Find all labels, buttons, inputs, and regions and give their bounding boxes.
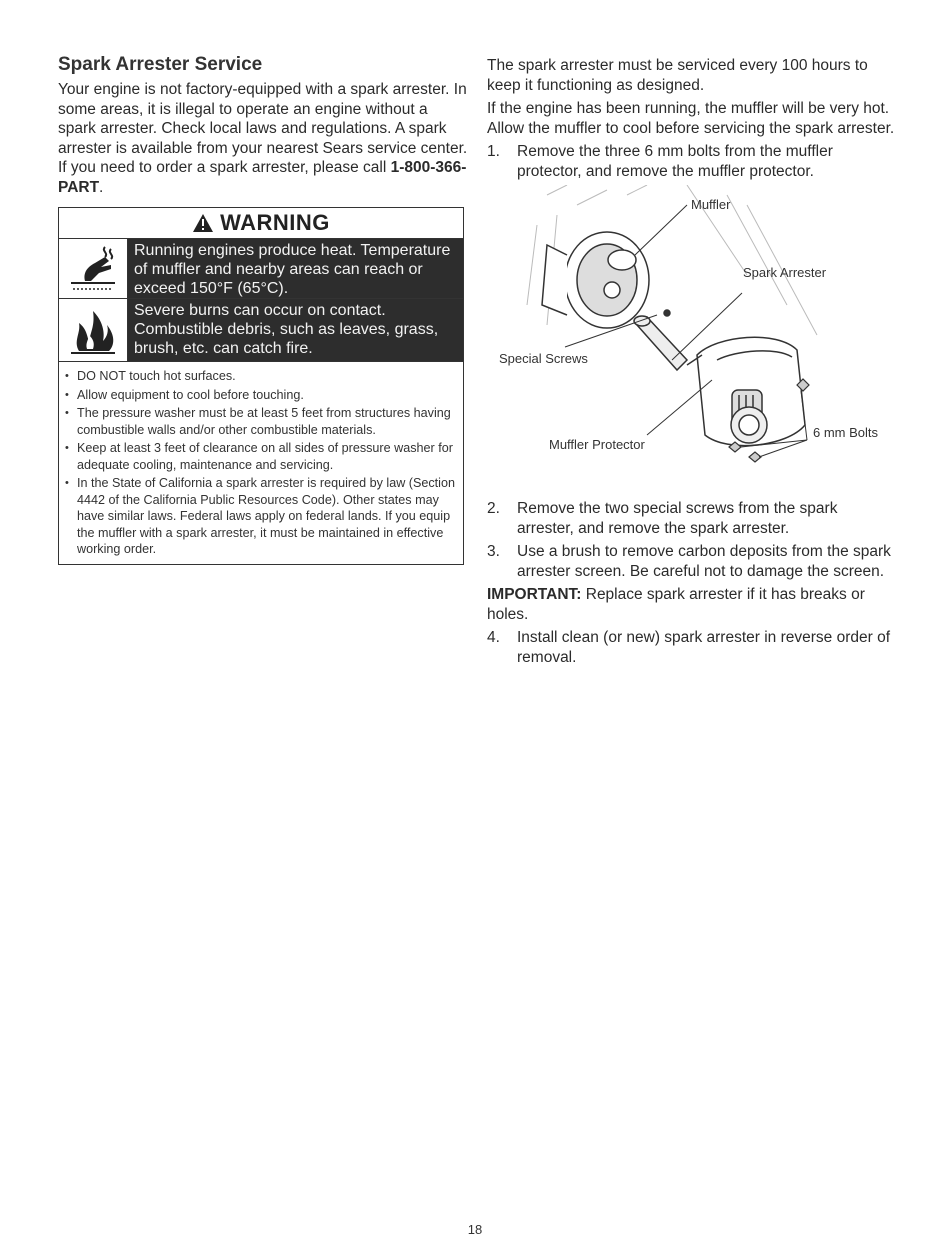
section-heading: Spark Arrester Service — [58, 54, 263, 75]
phone-number: 1-800-366-PART — [58, 159, 467, 196]
step-1 — [487, 142, 897, 181]
label-6mm-bolts: 6 mm Bolts — [813, 425, 879, 440]
important-text: Replace spark arrester if it has breaks or holes. — [487, 586, 865, 623]
warning-title: WARNING — [220, 210, 330, 235]
label-special-screws: Special Screws — [499, 351, 588, 366]
step-text: Install clean (or new) spark arrester in reverse order of removal. — [517, 629, 891, 666]
intro-end: . — [99, 178, 104, 196]
warning-bullet: • The pressure washer must be at least 5 feet from structures having combustible walls and/or other combustible materials. — [65, 405, 457, 438]
warning-box — [58, 207, 464, 565]
important-note — [487, 585, 897, 624]
step-2 — [487, 499, 897, 538]
warning-heat-row — [59, 238, 463, 298]
warning-triangle-icon — [192, 213, 214, 233]
label-spark-arrester: Spark Arrester — [743, 265, 827, 280]
left-column — [58, 54, 468, 565]
hot-surface-icon — [59, 239, 128, 298]
label-muffler-protector: Muffler Protector — [549, 437, 645, 452]
step-text: Remove the three 6 mm bolts from the muffler protector, and remove the muffler protector. — [517, 143, 833, 180]
warning-bullet-list — [59, 362, 463, 564]
muffler-diagram — [487, 185, 897, 495]
page-number: 18 — [467, 1222, 483, 1237]
step-number: 3. — [487, 543, 500, 560]
step-text: Remove the two special screws from the spark arrester, and remove the spark arrester. — [517, 500, 838, 537]
warning-bullet: • Allow equipment to cool before touching. — [65, 387, 457, 404]
warning-bullet: • Keep at least 3 feet of clearance on all sides of pressure washer for adequate cooling, maintenance and servicing. — [65, 440, 457, 473]
warning-heat-text: Running engines produce heat. Temperature of muffler and nearby areas can reach or exceed 150°F (65°C). — [128, 239, 463, 298]
warning-header — [59, 208, 463, 238]
service-interval-paragraph: The spark arrester must be serviced every 100 hours to keep it functioning as designed. — [487, 57, 868, 94]
step-3 — [487, 542, 897, 581]
warning-bullet: • DO NOT touch hot surfaces. — [65, 368, 457, 385]
cool-muffler-paragraph: If the engine has been running, the muffler will be very hot. Allow the muffler to cool before servicing the spark arrester. — [487, 100, 895, 137]
intro-paragraph — [58, 80, 468, 197]
fire-icon — [59, 299, 128, 361]
label-muffler: Muffler — [691, 197, 731, 212]
step-number: 4. — [487, 629, 500, 646]
step-text: Use a brush to remove carbon deposits from the spark arrester screen. Be careful not to damage the screen. — [517, 543, 891, 580]
warning-fire-text: Severe burns can occur on contact. Combustible debris, such as leaves, grass, brush, etc. can catch fire. — [128, 299, 463, 361]
step-4 — [487, 628, 897, 667]
step-number: 1. — [487, 143, 500, 160]
important-label: IMPORTANT: — [487, 586, 582, 603]
warning-fire-row — [59, 298, 463, 362]
step-number: 2. — [487, 500, 500, 517]
right-column — [487, 56, 897, 671]
warning-bullet: • In the State of California a spark arrester is required by law (Section 4442 of the California Public Resources Code). Other states may have similar laws. Federal laws apply on federal lands. If you equip the muffler with a spark arrester, it must be maintained in effective working order. — [65, 475, 457, 558]
intro-text: Your engine is not factory-equipped with a spark arrester. In some areas, it is illegal to operate an engine without a spark arrester. Check local laws and regulations. A spark arrester is available from your nearest Sears service center. If you need to order a spark arrester, please call — [58, 81, 468, 176]
